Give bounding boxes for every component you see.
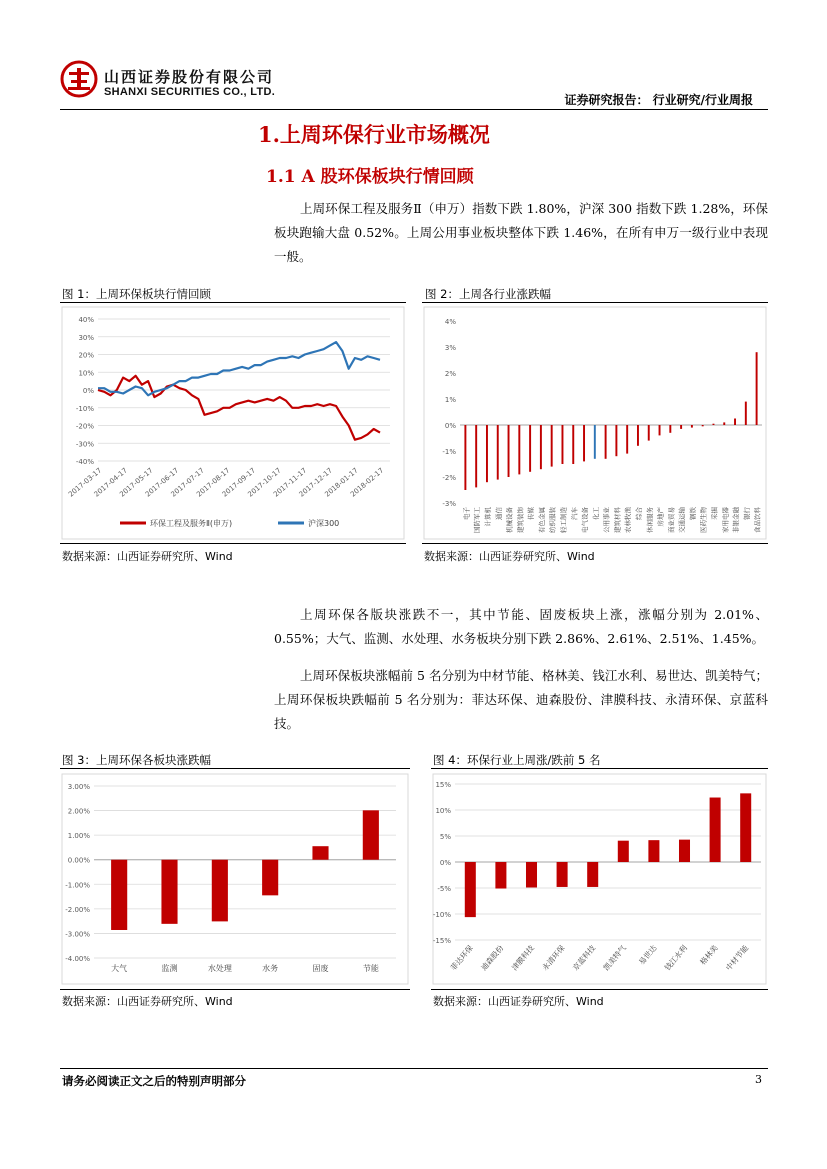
bar (572, 425, 574, 464)
y-tick-label: 1% (444, 396, 456, 404)
paragraph-3: 上周环保板块涨幅前 5 名分别为中材节能、格林美、钱江水利、易世达、凯美特气；上周环保板块跌幅前 5 名分别为：菲达环保、迪森股份、津膜科技、永清环保、京蓝科技。 (274, 668, 768, 731)
figure-4-source: 数据来源：山西证券研究所、Wind (433, 995, 604, 1008)
company-name-en: SHANXI SECURITIES CO., LTD. (104, 86, 276, 98)
category-label: 津膜科技 (509, 943, 537, 973)
x-tick-label: 2018-02-17 (348, 466, 386, 499)
bar (710, 798, 721, 862)
footer-divider (60, 1068, 768, 1069)
bar (648, 840, 659, 862)
bar (464, 425, 466, 490)
category-label: 纺织服装 (548, 507, 557, 533)
figure-2-top-rule (422, 302, 768, 303)
x-tick-label: 2017-12-17 (297, 466, 335, 499)
y-tick-label: 2.00% (67, 807, 90, 816)
category-label: 农林牧渔 (624, 507, 633, 533)
category-label: 有色金属 (537, 507, 546, 533)
category-label: 汽车 (570, 507, 579, 520)
category-label: 电子 (462, 507, 471, 520)
legend-label: 环保工程及服务Ⅱ(申万) (150, 519, 233, 528)
bar (745, 402, 747, 425)
category-label: 迪森股份 (479, 943, 506, 973)
bar (648, 425, 650, 441)
category-label: 钱江水利 (662, 943, 690, 973)
category-label: 建筑材料 (613, 507, 622, 533)
figure-2-caption: 图 2：上周各行业涨跌幅 (425, 287, 551, 301)
figure-2-bottom-rule (422, 543, 768, 544)
figure-4-bottom-rule (431, 989, 768, 990)
bar (659, 425, 661, 435)
category-label: 商业贸易 (667, 507, 676, 533)
y-tick-label: -15% (432, 937, 451, 945)
bar (605, 425, 607, 459)
category-label: 计算机 (483, 507, 492, 527)
bar (756, 352, 758, 425)
y-tick-label: -40% (75, 458, 94, 466)
x-tick-label: 2017-03-17 (66, 466, 104, 499)
category-label: 银行 (742, 507, 751, 520)
figure-1-source: 数据来源：山西证券研究所、Wind (62, 550, 233, 563)
category-label: 大气 (111, 964, 128, 973)
bar (691, 425, 693, 428)
bar (626, 425, 628, 454)
figure-4-bar-chart (431, 772, 768, 986)
figure-3-bottom-rule (60, 989, 410, 990)
y-tick-label: -2% (442, 474, 456, 482)
bar (518, 425, 520, 474)
category-label: 钢铁 (688, 507, 697, 520)
bar (637, 425, 639, 446)
category-label: 易世达 (637, 943, 659, 967)
category-label: 交通运输 (678, 507, 687, 533)
bar (526, 862, 537, 887)
y-tick-label: 10% (78, 369, 94, 378)
x-tick-label: 2017-11-17 (272, 466, 309, 499)
x-tick-label: 2017-05-17 (118, 466, 155, 499)
y-tick-label: -4.00% (65, 955, 90, 963)
y-tick-label: 30% (78, 333, 94, 342)
y-tick-label: 15% (435, 781, 451, 789)
category-label: 医药生物 (699, 507, 708, 533)
category-label: 公用事业 (602, 507, 611, 533)
y-tick-label: -5% (437, 885, 451, 893)
bar (594, 425, 596, 459)
y-tick-label: 2% (444, 370, 456, 378)
category-label: 传媒 (527, 507, 536, 520)
y-tick-label: 0.00% (67, 856, 90, 865)
bar (495, 862, 506, 889)
bar (583, 425, 585, 461)
figure-3-bar-chart (60, 772, 410, 986)
company-logo (60, 60, 98, 98)
category-label: 固废 (312, 964, 329, 973)
y-tick-label: -2.00% (65, 905, 90, 914)
y-tick-label: -3.00% (65, 930, 90, 939)
bar (161, 860, 177, 924)
bar (615, 425, 617, 456)
figure-3-caption: 图 3：上周环保各板块涨跌幅 (62, 753, 211, 767)
x-tick-label: 2018-01-17 (323, 466, 360, 499)
category-label: 房地产 (656, 507, 665, 527)
company-name-cn: 山西证券股份有限公司 (104, 68, 275, 86)
x-tick-label: 2017-06-17 (143, 466, 181, 499)
category-label: 菲达环保 (448, 943, 475, 973)
figure-3-source: 数据来源：山西证券研究所、Wind (62, 995, 233, 1008)
category-label: 家用电器 (721, 507, 730, 533)
category-label: 建筑装饰 (516, 507, 525, 533)
figure-4-caption: 图 4：环保行业上周涨/跌前 5 名 (433, 753, 601, 767)
bar (723, 422, 725, 425)
x-tick-label: 2017-04-17 (92, 466, 129, 499)
y-tick-label: 0% (439, 859, 451, 867)
category-label: 食品饮料 (753, 507, 762, 533)
category-label: 电气设备 (581, 507, 590, 533)
bar (740, 793, 751, 862)
category-label: 中材节能 (724, 943, 751, 973)
figure-1-line-chart (60, 305, 406, 541)
figure-2-bar-chart (422, 305, 768, 541)
y-tick-label: -10% (75, 404, 94, 413)
bar (557, 862, 568, 887)
bar (587, 862, 598, 887)
y-tick-label: 1.00% (67, 832, 90, 841)
logo-seal-icon (60, 60, 98, 98)
subsection-title: 1.1 A 股环保板块行情回顾 (266, 167, 474, 187)
figure-2-source: 数据来源：山西证券研究所、Wind (424, 550, 595, 563)
bar (212, 860, 228, 922)
bar (475, 425, 477, 487)
x-tick-label: 2017-07-17 (169, 466, 206, 499)
bar (669, 425, 671, 433)
chart-frame (424, 307, 766, 539)
category-label: 机械设备 (505, 507, 514, 533)
header-divider (60, 109, 768, 110)
bar (363, 810, 379, 859)
y-tick-label: 5% (439, 833, 451, 841)
section-title: 1.上周环保行业市场概况 (258, 122, 490, 147)
figure-1-bottom-rule (60, 543, 406, 544)
bar (111, 860, 127, 930)
category-label: 监测 (161, 964, 178, 973)
bar (561, 425, 563, 464)
bar (312, 846, 328, 860)
report-type: 证券研究报告： 行业研究/行业周报 (564, 93, 753, 107)
y-tick-label: 0% (82, 387, 94, 395)
paragraph-2: 上周环保各版块涨跌不一，其中节能、固废板块上涨，涨幅分别为 2.01%、0.55%；大气、监测、水处理、水务板块分别下跌 2.86%、2.61%、2.51%、1.45%。 (274, 607, 768, 646)
category-label: 京蓝科技 (571, 943, 598, 973)
footer-disclaimer: 请务必阅读正文之后的特别声明部分 (62, 1074, 246, 1088)
category-label: 凯美特气 (601, 943, 628, 973)
y-tick-label: 20% (78, 351, 94, 360)
y-tick-label: 40% (78, 316, 94, 324)
category-label: 化工 (591, 507, 600, 520)
bar (702, 425, 704, 426)
y-tick-label: -20% (75, 422, 94, 431)
bar (734, 419, 736, 426)
bar (529, 425, 531, 472)
bar (679, 840, 690, 862)
figure-4-top-rule (431, 768, 768, 769)
figure-3-top-rule (60, 768, 410, 769)
y-tick-label: 4% (444, 318, 456, 326)
category-label: 休闲服务 (645, 507, 654, 533)
bar (551, 425, 553, 467)
category-label: 采掘 (710, 507, 719, 520)
x-tick-label: 2017-10-17 (246, 466, 283, 499)
y-tick-label: -1.00% (65, 881, 90, 890)
bar (618, 841, 629, 862)
category-label: 综合 (634, 507, 643, 520)
y-tick-label: -30% (75, 440, 94, 449)
category-label: 水务 (262, 964, 279, 973)
bar (465, 862, 476, 917)
category-label: 节能 (362, 964, 379, 973)
bar (508, 425, 510, 477)
category-label: 非银金融 (732, 507, 741, 533)
bar (497, 425, 499, 480)
category-label: 轻工制造 (559, 507, 568, 533)
bar (540, 425, 542, 469)
figure-1-top-rule (60, 302, 406, 303)
page-number: 3 (755, 1073, 762, 1086)
y-tick-label: 0% (444, 422, 456, 430)
category-label: 通信 (494, 507, 503, 520)
legend-label: 沪深300 (308, 519, 340, 528)
category-label: 格林美 (698, 943, 720, 967)
chart-frame (62, 307, 404, 539)
x-tick-label: 2017-08-17 (195, 466, 232, 499)
y-tick-label: -10% (432, 911, 451, 919)
bar (486, 425, 488, 482)
x-tick-label: 2017-09-17 (220, 466, 258, 499)
bar (712, 424, 714, 425)
category-label: 国防军工 (473, 507, 482, 533)
category-label: 永清环保 (540, 943, 567, 973)
y-tick-label: 10% (435, 807, 451, 815)
y-tick-label: -1% (442, 448, 456, 456)
paragraph-1: 上周环保工程及服务Ⅱ（申万）指数下跌 1.80%，沪深 300 指数下跌 1.28%，环保板块跑输大盘 0.52%。上周公用事业板块整体下跌 1.46%，在所有申万一级行业中表现一般。 (274, 201, 768, 264)
figure-1-caption: 图 1：上周环保板块行情回顾 (62, 287, 211, 301)
y-tick-label: 3.00% (67, 783, 90, 791)
y-tick-label: 3% (444, 344, 456, 352)
bar (262, 860, 278, 896)
y-tick-label: -3% (442, 500, 456, 508)
bar (680, 425, 682, 429)
category-label: 水处理 (207, 964, 232, 973)
